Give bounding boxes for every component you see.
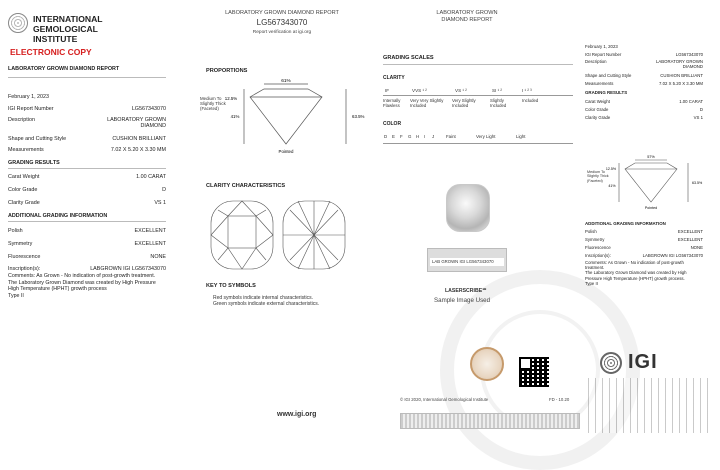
row-carat — [8, 174, 166, 180]
middle-report-title: LABORATORY GROWN DIAMOND REPORT — [225, 10, 339, 16]
row-label: Polish — [585, 229, 597, 234]
right-date: February 1, 2023 — [585, 44, 618, 49]
right-row-shape — [585, 73, 703, 78]
row-label: Symmetry — [8, 241, 33, 247]
igi-logo-icon — [8, 13, 28, 33]
clarity-desc-vvs: Very Very Slightly Included — [410, 98, 444, 108]
color-grade: D — [384, 134, 388, 139]
right-pavilion-pct: 41% — [608, 184, 616, 188]
right-culet-label: Pointed — [644, 206, 658, 210]
right-additional-title: ADDITIONAL GRADING INFORMATION — [585, 221, 666, 226]
depth-pct: 63.5% — [352, 114, 365, 119]
divider — [8, 77, 166, 78]
row-description — [8, 117, 166, 130]
row-label: Carat Weight — [8, 174, 40, 180]
color-grade: J — [432, 134, 435, 139]
color-scale-grades — [384, 134, 554, 139]
culet-label: Pointed — [278, 149, 294, 154]
color-grade: F — [400, 134, 403, 139]
grading-results-title: GRADING RESULTS — [8, 160, 60, 166]
color-grade: E — [392, 134, 395, 139]
row-symmetry — [8, 241, 166, 247]
clarity-plot-diagrams — [208, 196, 348, 272]
key-line-red: Red symbols indicate internal characteristics. — [213, 295, 314, 301]
pavilion-pct: 41% — [230, 114, 240, 119]
row-value: LG567343070 — [131, 106, 166, 112]
clarity-desc-i: Included — [522, 98, 539, 103]
sample-image-note: Sample Image Used — [434, 297, 491, 304]
igi-seal-icon — [470, 347, 504, 381]
divider — [383, 64, 573, 65]
row-label: Shape and Cutting Style — [8, 136, 67, 142]
row-label: Fluorescence — [8, 254, 41, 260]
laserscribe-mark: LASERSCRIBE℠ — [445, 288, 488, 294]
row-label: Clarity Grade — [8, 200, 40, 206]
clarity-scale-title: CLARITY — [383, 75, 405, 81]
row-value: NONE — [690, 245, 703, 250]
scales-report-title: LABORATORY GROWN DIAMOND REPORT — [436, 10, 498, 23]
row-label: Description — [585, 59, 607, 64]
color-scale-line — [383, 143, 573, 144]
right-table-pct: 57% — [647, 155, 655, 159]
right-row-description — [585, 59, 703, 69]
row-label: IGI Report Number — [585, 52, 622, 57]
electronic-copy-label: ELECTRONIC COPY — [10, 47, 92, 57]
row-value: VS 1 — [693, 115, 703, 120]
right-row-report-number — [585, 52, 703, 57]
row-label: Measurements — [585, 81, 614, 86]
right-grading-results-title: GRADING RESULTS — [585, 90, 628, 95]
clarity-grade-vs: VS ¹ ² — [455, 88, 467, 93]
clarity-grade-if: IF — [385, 88, 390, 93]
girdle-inscription-text: LAB GROWN IGI LG567343070 — [430, 258, 504, 266]
report-date: February 1, 2023 — [8, 94, 50, 100]
igi-logo-text: IGI — [628, 351, 658, 373]
row-value: EXCELLENT — [677, 229, 703, 234]
row-value: 7.02 X 5.20 X 3.30 MM — [659, 81, 703, 86]
row-inscription — [8, 266, 166, 272]
row-value: NONE — [150, 254, 166, 260]
color-grade: H — [416, 134, 420, 139]
row-label: Description — [8, 117, 35, 123]
row-label: Shape and Cutting Style — [585, 73, 632, 78]
color-scale-title: COLOR — [383, 121, 402, 127]
right-row-carat — [585, 99, 703, 104]
proportions-title: PROPORTIONS — [206, 68, 248, 74]
left-report-title: LABORATORY GROWN DIAMOND REPORT — [8, 66, 120, 72]
clarity-scale-line — [383, 95, 573, 96]
row-label: Clarity Grade — [585, 115, 611, 120]
clarity-desc-si: Slightly Included — [490, 98, 507, 108]
additional-grading-title: ADDITIONAL GRADING INFORMATION — [8, 213, 108, 219]
clarity-characteristics-title: CLARITY CHARACTERISTICS — [206, 183, 286, 189]
clarity-desc-vs: Very Slightly Included — [452, 98, 476, 108]
row-value: 7.02 X 5.20 X 3.30 MM — [110, 147, 166, 153]
crown-pct: 12.5% — [224, 96, 238, 101]
row-fluorescence — [8, 254, 166, 260]
report-number-top: LG567343070 — [256, 18, 308, 27]
right-row-symmetry — [585, 237, 703, 242]
crown-plot-table — [228, 216, 256, 248]
row-clarity — [8, 200, 166, 206]
verification-text: Report verification at igi.org — [252, 30, 312, 35]
color-grade: Light — [516, 134, 526, 139]
row-polish — [8, 228, 166, 234]
right-comments: Comments: As Grown - No indication of post-growth treatment. The Laboratory Grown Diamond was created by High Pressure High Temperature (HPHT) growth process. Type II — [585, 260, 687, 286]
right-row-clarity — [585, 115, 703, 120]
color-grade: G — [408, 134, 412, 139]
row-value: D — [699, 107, 703, 112]
row-value: LABORATORY GROWN DIAMOND — [656, 59, 703, 69]
color-grade: I — [424, 134, 426, 139]
row-value: 1.00 CARAT — [679, 99, 703, 104]
clarity-grade-i: I ¹ ² ³ — [522, 88, 532, 93]
row-label: Carat Weight — [585, 99, 610, 104]
right-row-fluorescence — [585, 245, 703, 250]
right-row-measurements — [585, 81, 703, 86]
row-label: Inscription(s): — [585, 253, 611, 258]
row-value: LABGROWN IGI LG567343070 — [642, 253, 703, 258]
right-row-color — [585, 107, 703, 112]
row-value: D — [162, 187, 166, 193]
row-label: Inscription(s): — [8, 266, 41, 272]
row-value: LABORATORY GROWN DIAMOND — [107, 117, 166, 130]
row-shape — [8, 136, 166, 142]
row-label: Color Grade — [8, 187, 38, 193]
right-girdle-label: Medium To Slightly Thick (Faceted) — [587, 170, 609, 183]
right-depth-pct: 63.5% — [692, 181, 703, 185]
org-name: INTERNATIONAL GEMOLOGICAL INSTITUTE — [33, 14, 103, 44]
proportions-diagram — [200, 78, 365, 158]
row-value: EXCELLENT — [134, 228, 166, 234]
grading-scales-title: GRADING SCALES — [383, 55, 434, 61]
diamond-image — [446, 184, 490, 232]
row-value: CUSHION BRILLIANT — [112, 136, 166, 142]
girdle-label: Medium To Slightly Thick (Faceted) — [200, 96, 226, 112]
key-line-green: Green symbols indicate external characteristics. — [213, 301, 320, 307]
form-code: FD - 10.20 — [549, 397, 570, 402]
website-footer: www.igi.org — [277, 411, 317, 418]
row-label: Color Grade — [585, 107, 609, 112]
right-row-inscription — [585, 253, 703, 258]
row-label: Polish — [8, 228, 23, 234]
row-label: Measurements — [8, 147, 44, 153]
row-label: Symmetry — [585, 237, 605, 242]
row-value: LABGROWN IGI LG567343070 — [90, 266, 166, 272]
key-to-symbols-title: KEY TO SYMBOLS — [206, 283, 256, 289]
row-value: LG567343070 — [675, 52, 703, 57]
row-label: Fluorescence — [585, 245, 611, 250]
right-crown-pct: 12.5% — [605, 167, 617, 171]
copyright: © IGI 2020, International Gemological Institute — [400, 397, 489, 402]
rotated-microtext-block — [588, 378, 708, 433]
row-value: 1.00 CARAT — [136, 174, 166, 180]
security-microprint-bar — [400, 413, 580, 429]
color-grade: Very Light — [476, 134, 496, 139]
comments: Comments: As Grown - No indication of post-growth treatment. The Laboratory Grown Diamond was created by High Pressure High Temperature (HPHT) growth process Type II — [8, 273, 156, 299]
row-label: IGI Report Number — [8, 106, 54, 112]
row-value: CUSHION BRILLIANT — [660, 73, 703, 78]
right-row-polish — [585, 229, 703, 234]
divider — [8, 168, 166, 169]
row-value: VS 1 — [154, 200, 166, 206]
divider — [8, 221, 166, 222]
row-report-number — [8, 106, 166, 112]
clarity-grade-si: SI ¹ ² — [492, 88, 502, 93]
table-pct: 61% — [281, 79, 291, 84]
igi-logo-icon — [600, 352, 622, 374]
qr-code-icon — [519, 357, 549, 387]
clarity-grade-vvs: VVS ¹ ² — [412, 88, 427, 93]
row-value: EXCELLENT — [134, 241, 166, 247]
color-grade: Faint — [446, 134, 456, 139]
row-color — [8, 187, 166, 193]
clarity-desc-if: Internally Flawless — [383, 98, 401, 108]
row-measurements — [8, 147, 166, 153]
row-value: EXCELLENT — [677, 237, 703, 242]
